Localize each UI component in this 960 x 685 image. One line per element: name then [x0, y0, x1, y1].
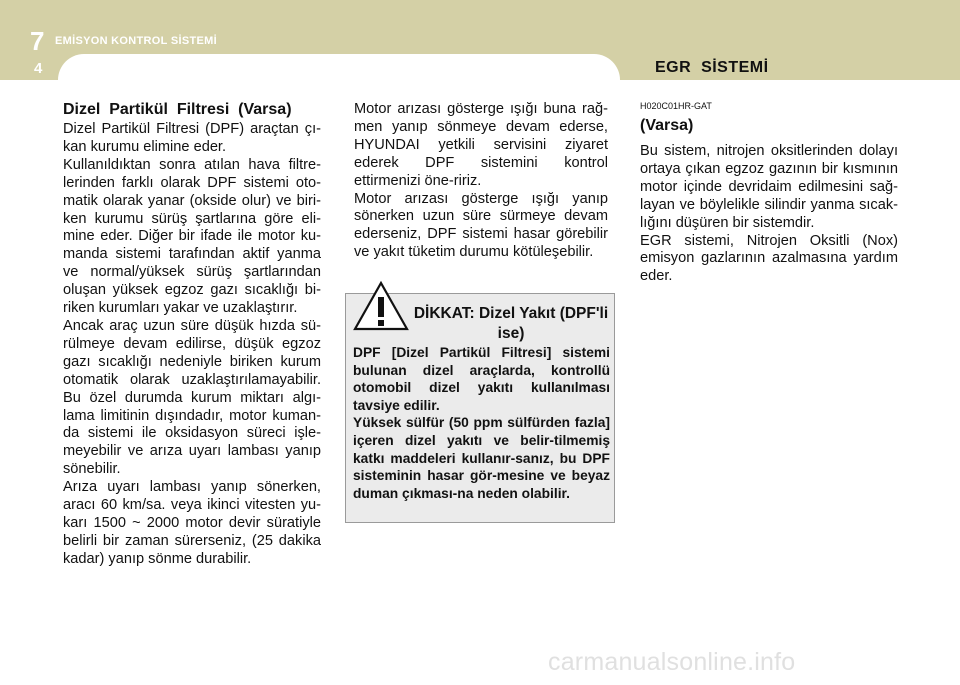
warning-body	[353, 344, 610, 502]
page-number: 4	[34, 60, 43, 77]
dpf-paragraph: Motor arızası gösterge ışığı yanıp sönerken uzun süre sürmeye devam ederseniz, DPF sistemi hasar görebilir ve yakıt tüketim durumu kötüleşebilir.	[354, 190, 608, 261]
column-dpf-continued	[354, 101, 608, 262]
dpf-paragraph: Motor arızası gösterge ışığı buna rağ-men yanıp sönmeye devam ederse, HYUNDAI yetkili servisini ziyaret ederek DPF sistemini kontrol ettirmenizi öne-ririz.	[354, 101, 608, 189]
warning-triangle-icon	[352, 280, 410, 332]
section-tab: EGR SİSTEMİ	[655, 59, 769, 76]
egr-paragraph: EGR sistemi, Nitrojen Oksitli (Nox) emisyon gazlarının azalmasına yardım eder.	[640, 232, 898, 285]
section-code: H020C01HR-GAT	[640, 101, 712, 111]
egr-paragraph: Bu sistem, nitrojen oksitlerinden dolayı ortaya çıkan egzoz gazının bir kısmının motor içinde devridaim edilmesini sağ-layan ve böylelikle silindir yanma sıcak-lığını düşüren bir sistemdir.	[640, 143, 898, 231]
egr-heading: (Varsa)	[640, 117, 694, 134]
dpf-paragraph: Dizel Partikül Filtresi (DPF) araçtan çı-kan kurumu elimine eder.	[63, 121, 321, 155]
warning-text: Yüksek sülfür (50 ppm sülfürden fazla] içeren dizel yakıtı ve belir-tilmemiş katkı maddeleri kullanır-sanız, bu DPF sisteminin hasar gör-mesine ve beyaz duman çıkması-na neden olabilir.	[353, 415, 610, 501]
header-notch	[58, 54, 620, 80]
column-egr	[640, 101, 898, 286]
warning-box	[345, 293, 615, 523]
watermark: carmanualsonline.info	[548, 648, 796, 676]
header-band	[0, 0, 960, 80]
dpf-paragraph: Ancak araç uzun süre düşük hızda sü-rülmeye devam edilirse, düşük egzoz gazı sıcaklığı nedeniyle biriken kurum otomatik olarak uzaklaştırılamayabilir. Bu özel durumda kurum miktarı algı-lama limitinin dışındadır, motor kuman-da sistemi ile oksidasyon süreci işle-meyebilir ve arıza uyarı lambası yanıp sönebilir.	[63, 317, 321, 478]
warning-text: DPF [Dizel Partikül Filtresi] sistemi bulunan dizel araçlarda, kontrollü otomobil dizel yakıtı kullanılması tavsiye edilir.	[353, 345, 610, 413]
dpf-paragraph: Arıza uyarı lambası yanıp sönerken, aracı 60 km/sa. veya ikinci vitesten yu-karı 1500 ~ 2000 motor devir süratiyle belirli bir zaman sürerseniz, (25 dakika kadar) yanıp sönme durabilir.	[63, 479, 321, 567]
chapter-number: 7	[30, 26, 45, 56]
chapter-title: EMİSYON KONTROL SİSTEMİ	[55, 35, 217, 47]
dpf-paragraph: Kullanıldıktan sonra atılan hava filtre-lerinden farklı olarak DPF sistemi oto-matik olarak yanar (okside olur) ve biri-ken kurumu sürüş şartlarına göre eli-mine eder. Diğer bir ifade ile motor ku-manda sistemi tarafından aktif yanma ve normal/yüksek sürüş şartlarından oluşan yüksek egzoz gazı sıcaklığı bi-riken kurumları yakar ve uzaklaştırır.	[63, 156, 321, 317]
dpf-heading: Dizel Partikül Filtresi (Varsa)	[63, 101, 292, 118]
column-dpf	[63, 100, 321, 569]
warning-title: DİKKAT: Dizel Yakıt (DPF'li ise)	[413, 305, 609, 342]
